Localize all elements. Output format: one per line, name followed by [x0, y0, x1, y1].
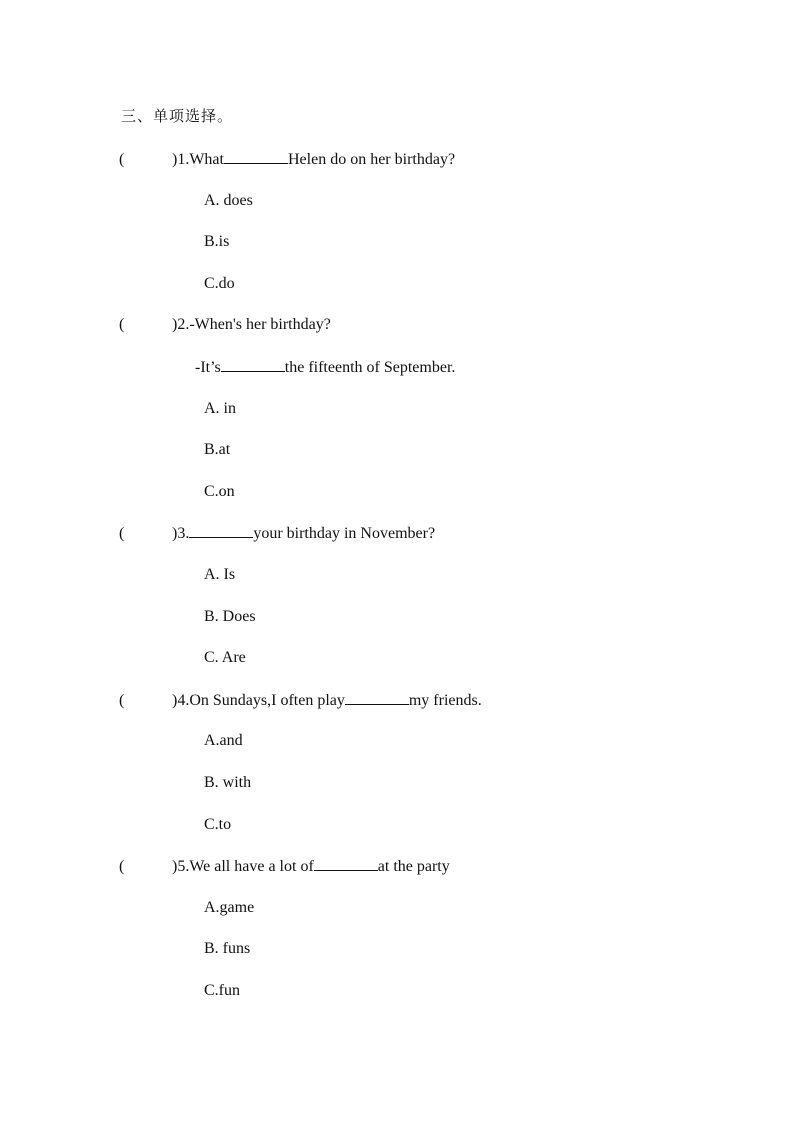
- question-2: [119, 315, 331, 335]
- option-c: C.to: [204, 816, 232, 833]
- fill-blank: [189, 523, 253, 538]
- option-c: C.on: [204, 483, 235, 500]
- question-number: )3.: [172, 525, 190, 542]
- question-2-response: [195, 357, 455, 378]
- option-b: B.at: [204, 441, 231, 458]
- option-b: B. funs: [204, 940, 251, 957]
- option-c: C.fun: [204, 982, 240, 999]
- option-b: B. with: [204, 774, 252, 791]
- question-number: )4.: [172, 692, 190, 709]
- question-number: )1.: [172, 151, 190, 168]
- fill-blank: [224, 149, 288, 164]
- question-1: [119, 149, 455, 170]
- response-text-before: -It’s: [195, 359, 221, 376]
- answer-paren: (: [119, 316, 125, 333]
- response-text-after: the fifteenth of September.: [284, 359, 456, 376]
- question-5: [119, 856, 450, 877]
- question-4: [119, 690, 482, 711]
- fill-blank: [221, 357, 285, 372]
- option-a: A.game: [204, 899, 255, 916]
- option-b: B. Does: [204, 608, 256, 625]
- question-text-before: What: [189, 151, 224, 168]
- option-c: C.do: [204, 275, 235, 292]
- question-3: [119, 523, 435, 544]
- answer-paren: (: [119, 151, 125, 168]
- option-c: C. Are: [204, 649, 246, 666]
- question-text-after: my friends.: [408, 692, 482, 709]
- fill-blank: [314, 856, 378, 871]
- question-text-after: Helen do on her birthday?: [287, 151, 456, 168]
- option-a: A. does: [204, 192, 253, 209]
- answer-paren: (: [119, 692, 125, 709]
- fill-blank: [345, 690, 409, 705]
- option-b: B.is: [204, 233, 230, 250]
- answer-paren: (: [119, 858, 125, 875]
- question-text-before: -When's her birthday?: [189, 316, 331, 333]
- question-number: )5.: [172, 858, 190, 875]
- question-number: )2.: [172, 316, 190, 333]
- answer-paren: (: [119, 525, 125, 542]
- option-a: A.and: [204, 732, 243, 749]
- question-text-after: at the party: [377, 858, 450, 875]
- question-text-before: On Sundays,I often play: [189, 692, 345, 709]
- question-text-before: We all have a lot of: [189, 858, 314, 875]
- section-heading: 三、单项选择。: [121, 107, 234, 125]
- option-a: A. in: [204, 400, 236, 417]
- option-a: A. Is: [204, 566, 236, 583]
- question-text-after: your birthday in November?: [253, 525, 436, 542]
